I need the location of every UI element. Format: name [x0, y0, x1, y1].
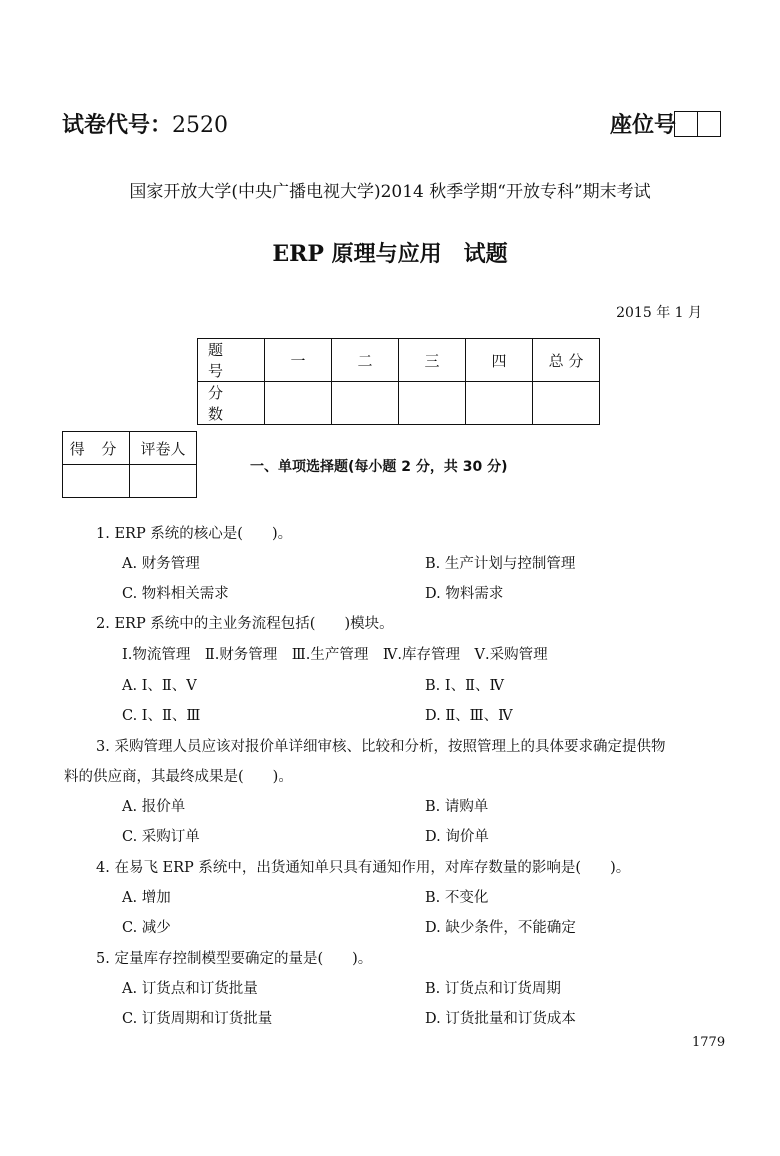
question-option: B. 生产计划与控制管理: [425, 556, 576, 572]
question-option: B. Ⅰ、Ⅱ、Ⅳ: [425, 678, 504, 694]
score-table-cell: 二: [332, 339, 399, 382]
exam-date: 2015 年 1 月: [616, 305, 702, 321]
question-option: D. Ⅱ、Ⅲ、Ⅳ: [425, 708, 513, 724]
question-option: B. 不变化: [425, 890, 489, 906]
score-table-score-row: [198, 382, 600, 425]
question-option: D. 询价单: [425, 829, 489, 845]
exam-title: ERP 原理与应用 试题: [272, 241, 508, 267]
score-table-cell: 题 号: [198, 339, 265, 382]
question-option: A. Ⅰ、Ⅱ、Ⅴ: [122, 678, 197, 694]
question-option: B. 请购单: [425, 799, 489, 815]
score-entry-cell: [533, 382, 600, 425]
question-option: D. 物料需求: [425, 586, 504, 602]
exam-code-value: 2520: [172, 113, 229, 138]
question-stem: 5. 定量库存控制模型要确定的量是( )。: [96, 951, 373, 967]
question-option: C. 减少: [122, 920, 171, 936]
score-table-cell: 分 数: [198, 382, 265, 425]
question-option: A. 增加: [122, 890, 171, 906]
question-option: C. Ⅰ、Ⅱ、Ⅲ: [122, 708, 201, 724]
grader-entry-cell: [130, 465, 197, 498]
question-stem: 料的供应商，其最终成果是( )。: [64, 769, 293, 785]
question-option: A. 报价单: [122, 799, 186, 815]
question-stem: 3. 采购管理人员应该对报价单详细审核、比较和分析，按照管理上的具体要求确定提供物: [96, 739, 666, 755]
score-entry-cell: [399, 382, 466, 425]
grader-table-cell: 得 分: [63, 432, 130, 465]
question-substem: Ⅰ.物流管理 Ⅱ.财务管理 Ⅲ.生产管理 Ⅳ.库存管理 Ⅴ.采购管理: [122, 647, 548, 663]
score-table-cell: 三: [399, 339, 466, 382]
seat-number: [610, 108, 721, 139]
seat-box: [697, 111, 721, 137]
score-entry-cell: [265, 382, 332, 425]
score-table-header-row: [198, 339, 600, 382]
seat-label: 座位号: [610, 113, 677, 138]
question-option: C. 采购订单: [122, 829, 200, 845]
question-stem: 1. ERP 系统的核心是( )。: [96, 526, 293, 542]
exam-code: [62, 108, 228, 139]
score-table: [197, 338, 600, 425]
question-option: C. 订货周期和订货批量: [122, 1011, 273, 1027]
score-table-cell: 总 分: [533, 339, 600, 382]
score-table-cell: 四: [466, 339, 533, 382]
question-option: B. 订货点和订货周期: [425, 981, 561, 997]
question-option: D. 缺少条件，不能确定: [425, 920, 576, 936]
grader-entry-cell: [63, 465, 130, 498]
question-option: D. 订货批量和订货成本: [425, 1011, 576, 1027]
grader-table: [62, 431, 197, 498]
seat-box: [674, 111, 698, 137]
score-table-cell: 一: [265, 339, 332, 382]
university-title: 国家开放大学(中央广播电视大学)2014 秋季学期“开放专科”期末考试: [129, 182, 651, 202]
grader-table-cell: 评卷人: [130, 432, 197, 465]
question-stem: 4. 在易飞 ERP 系统中，出货通知单只具有通知作用，对库存数量的影响是( )。: [96, 860, 631, 876]
question-option: A. 订货点和订货批量: [122, 981, 258, 997]
exam-code-label: 试卷代号：: [62, 113, 173, 138]
section-title: 一、单项选择题(每小题 2 分，共 30 分): [250, 459, 508, 475]
score-entry-cell: [332, 382, 399, 425]
page-number: 1779: [692, 1035, 726, 1050]
question-option: A. 财务管理: [122, 556, 200, 572]
question-stem: 2. ERP 系统中的主业务流程包括( )模块。: [96, 616, 394, 632]
score-entry-cell: [466, 382, 533, 425]
question-option: C. 物料相关需求: [122, 586, 229, 602]
